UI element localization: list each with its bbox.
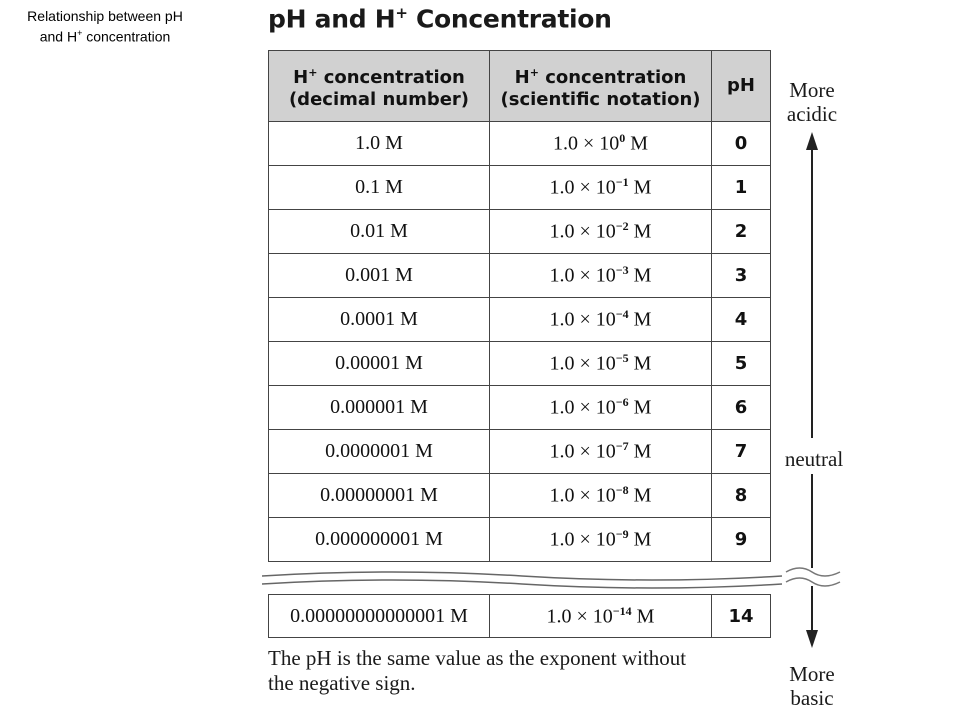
- cell-scientific: $1.0 \times 10^0$ M: [490, 122, 712, 166]
- table-row: [269, 474, 771, 518]
- cell-ph: 3: [712, 254, 771, 298]
- cell-ph: 9: [712, 518, 771, 562]
- cell-decimal: 0.000001 M: [269, 386, 490, 430]
- ph-table-bottom: [268, 594, 771, 638]
- cell-ph: 4: [712, 298, 771, 342]
- cell-scientific: $1.0 \times 10^{-14}$ M: [490, 595, 712, 638]
- ph-concentration-table: [268, 50, 771, 562]
- table-row: [269, 518, 771, 562]
- table-row: [269, 210, 771, 254]
- slide-caption: [0, 8, 210, 46]
- ph-last-row-table: [268, 594, 771, 638]
- table-row: [269, 254, 771, 298]
- cell-scientific: $1.0 \times 10^{-3}$ M: [490, 254, 712, 298]
- table-row: [269, 430, 771, 474]
- cell-decimal: 0.00000000000001 M: [269, 595, 490, 638]
- cell-ph: 1: [712, 166, 771, 210]
- more-acidic-label: More acidic: [786, 78, 838, 126]
- table-row: [269, 342, 771, 386]
- acidity-scale-arrow: [780, 120, 844, 660]
- table-body: [269, 122, 771, 562]
- cell-ph: 5: [712, 342, 771, 386]
- table-row: [269, 298, 771, 342]
- cell-scientific: $1.0 \times 10^{-9}$ M: [490, 518, 712, 562]
- cell-ph: 7: [712, 430, 771, 474]
- table-break-mark: [262, 566, 782, 592]
- arrow-down-icon: [806, 630, 818, 648]
- cell-ph: 14: [712, 595, 771, 638]
- cell-scientific: $1.0 \times 10^{-4}$ M: [490, 298, 712, 342]
- table-row: [269, 595, 771, 638]
- cell-scientific: $1.0 \times 10^{-6}$ M: [490, 386, 712, 430]
- cell-ph: 0: [712, 122, 771, 166]
- cell-decimal: 0.000000001 M: [269, 518, 490, 562]
- cell-decimal: 0.0000001 M: [269, 430, 490, 474]
- ph-table-top: [268, 50, 770, 562]
- more-basic-label: More basic: [789, 662, 835, 710]
- cell-scientific: $1.0 \times 10^{-8}$ M: [490, 474, 712, 518]
- table-header-row: [269, 51, 771, 122]
- header-scientific: H+ concentration (scientific notation): [490, 51, 712, 122]
- header-ph: pH: [712, 51, 771, 122]
- cell-decimal: 0.001 M: [269, 254, 490, 298]
- header-decimal: H+ concentration (decimal number): [269, 51, 490, 122]
- cell-decimal: 0.00001 M: [269, 342, 490, 386]
- arrow-up-icon: [806, 132, 818, 150]
- cell-decimal: 0.00000001 M: [269, 474, 490, 518]
- caption-line-2: and H+ concentration: [39, 28, 171, 45]
- cell-decimal: 1.0 M: [269, 122, 490, 166]
- cell-decimal: 0.01 M: [269, 210, 490, 254]
- figure-title: pH and H+ Concentration: [268, 4, 612, 34]
- neutral-label: neutral: [778, 447, 850, 471]
- cell-scientific: $1.0 \times 10^{-2}$ M: [490, 210, 712, 254]
- cell-ph: 8: [712, 474, 771, 518]
- cell-decimal: 0.1 M: [269, 166, 490, 210]
- table-row: [269, 166, 771, 210]
- cell-scientific: $1.0 \times 10^{-7}$ M: [490, 430, 712, 474]
- footnote: The pH is the same value as the exponent without the negative sign.: [268, 646, 687, 695]
- cell-ph: 2: [712, 210, 771, 254]
- cell-scientific: $1.0 \times 10^{-1}$ M: [490, 166, 712, 210]
- cell-ph: 6: [712, 386, 771, 430]
- table-row: [269, 386, 771, 430]
- cell-decimal: 0.0001 M: [269, 298, 490, 342]
- caption-line-1: Relationship between pH: [27, 8, 183, 24]
- cell-scientific: $1.0 \times 10^{-5}$ M: [490, 342, 712, 386]
- table-row: [269, 122, 771, 166]
